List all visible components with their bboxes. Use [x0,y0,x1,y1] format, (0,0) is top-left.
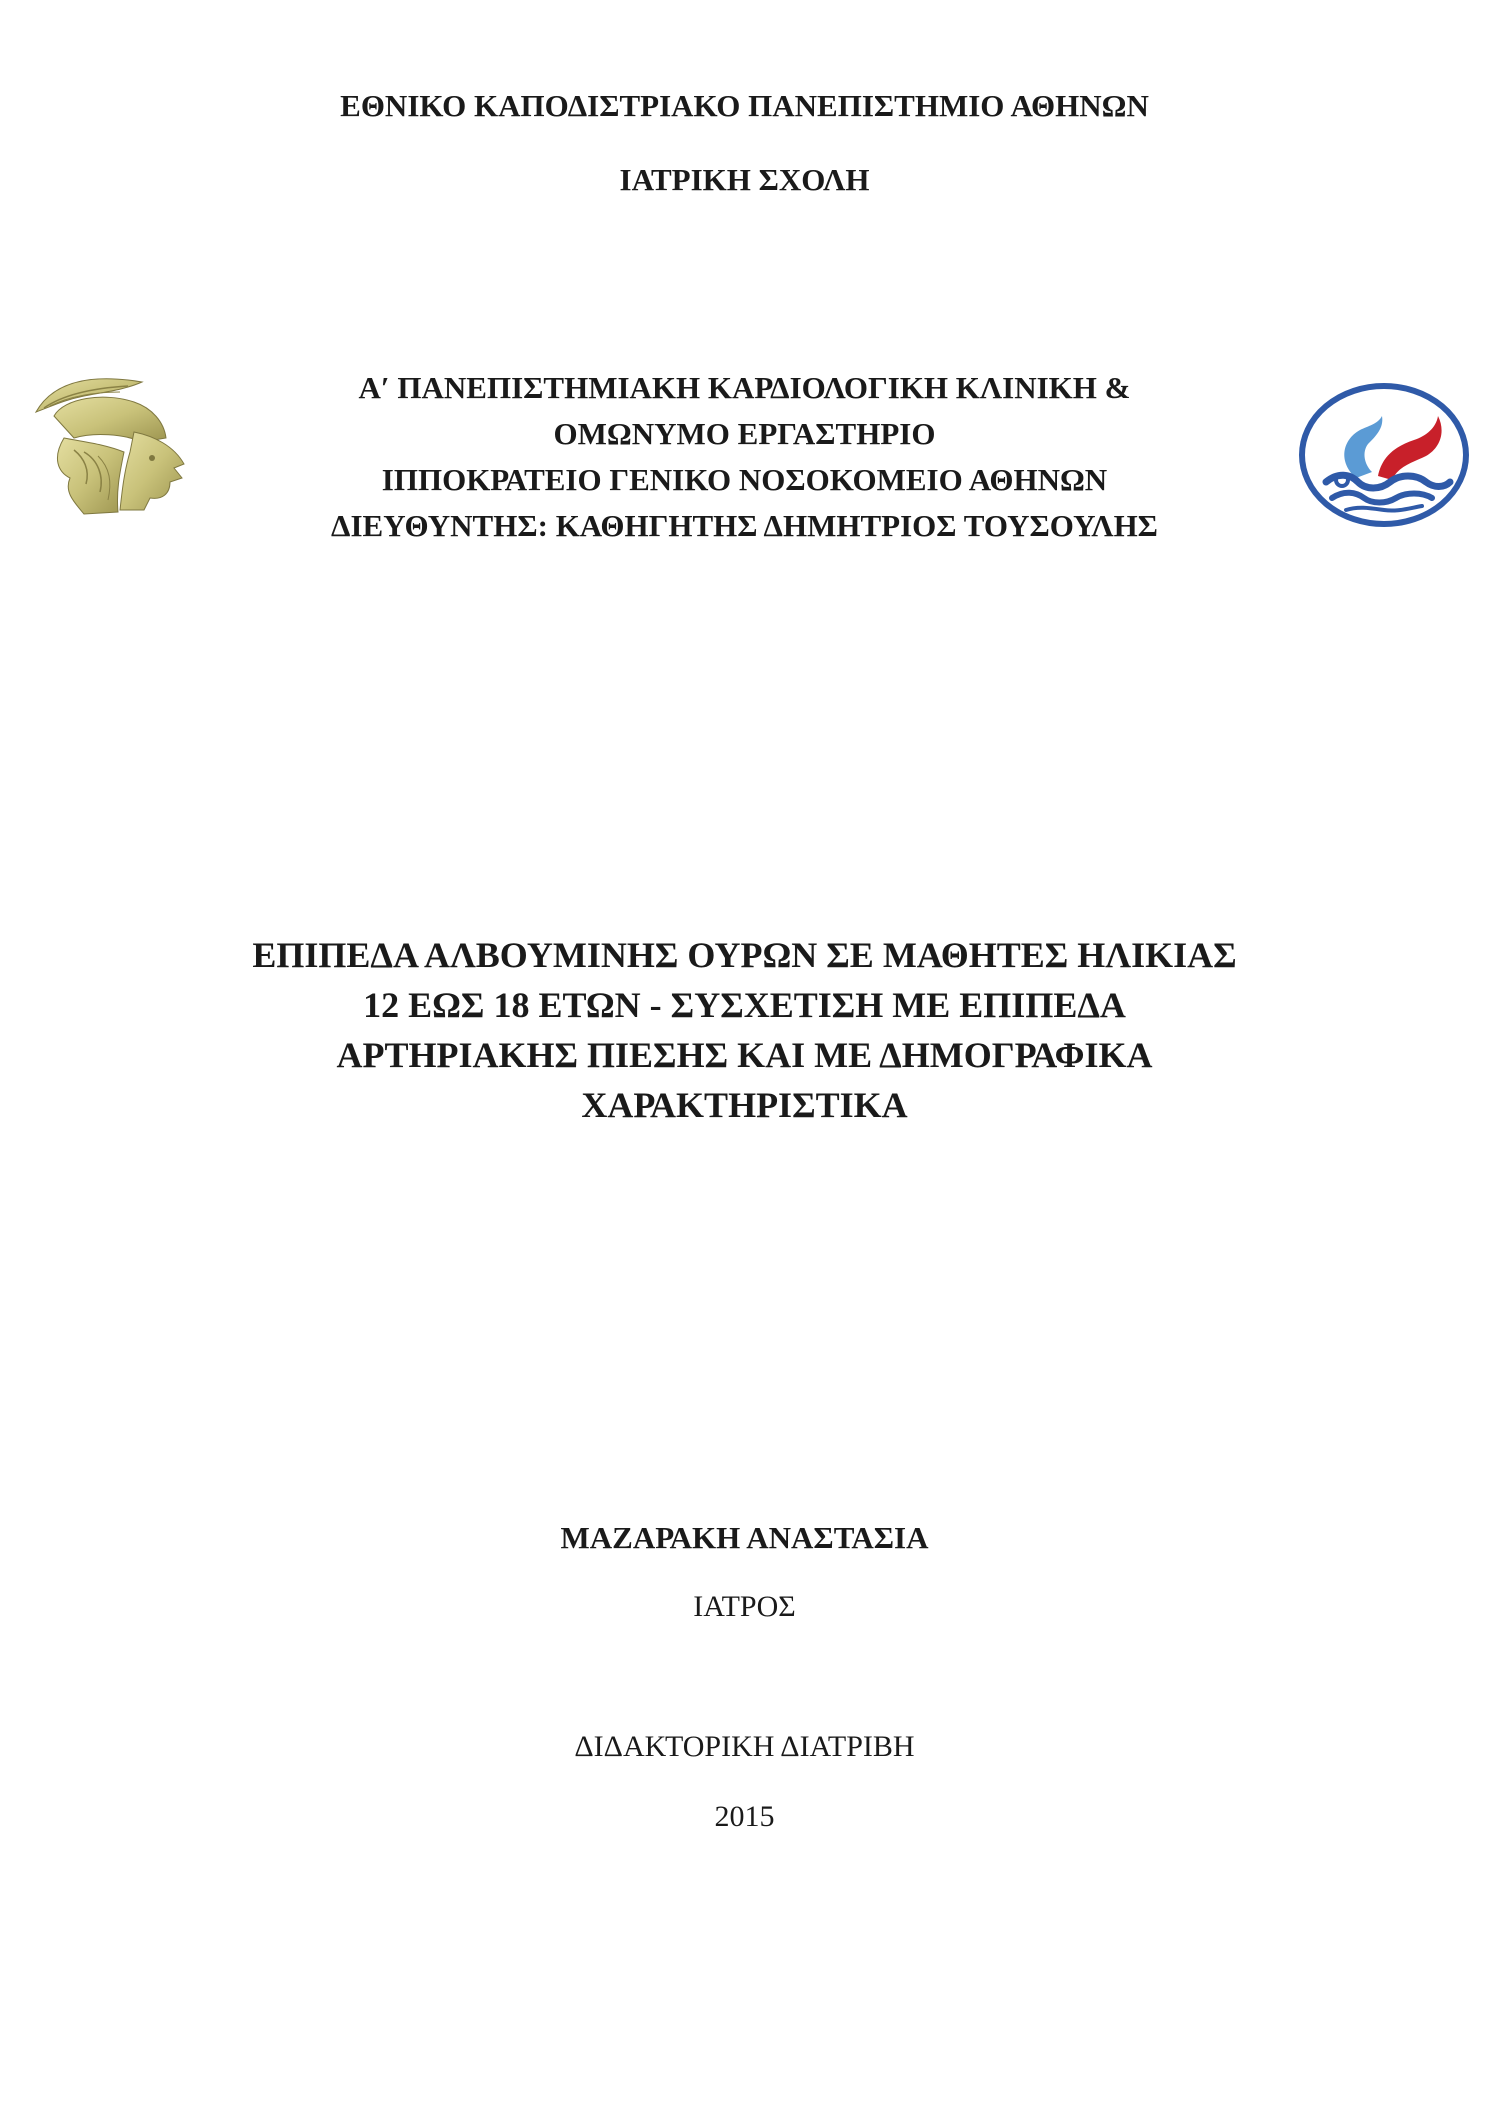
thesis-title-line: 12 ΕΩΣ 18 ΕΤΩΝ - ΣΥΣΧΕΤΙΣΗ ΜΕ ΕΠΙΠΕΔΑ [363,985,1126,1025]
clinic-info [0,365,1489,549]
clinic-director-line: ΔΙΕΥΘΥΝΤΗΣ: ΚΑΘΗΓΗΤΗΣ ΔΗΜΗΤΡΙΟΣ ΤΟΥΣΟΥΛΗΣ [331,508,1158,543]
thesis-title-line: ΧΑΡΑΚΤΗΡΙΣΤΙΚΑ [581,1085,908,1125]
clinic-line: ΟΜΩΝΥΜΟ ΕΡΓΑΣΤΗΡΙΟ [553,416,936,451]
clinic-line: ΙΠΠΟΚΡΑΤΕΙΟ ΓΕΝΙΚΟ ΝΟΣΟΚΟΜΕΙΟ ΑΘΗΝΩΝ [381,462,1108,497]
thesis-title-line: ΕΠΙΠΕΔΑ ΑΛΒΟΥΜΙΝΗΣ ΟΥΡΩΝ ΣΕ ΜΑΘΗΤΕΣ ΗΛΙΚΙΑΣ [252,935,1237,975]
thesis-title-line: ΑΡΤΗΡΙΑΚΗΣ ΠΙΕΣΗΣ ΚΑΙ ΜΕ ΔΗΜΟΓΡΑΦΙΚΑ [336,1035,1153,1075]
university-name: ΕΘΝΙΚΟ ΚΑΠΟΔΙΣΤΡΙΑΚΟ ΠΑΝΕΠΙΣΤΗΜΙΟ ΑΘΗΝΩΝ [340,88,1149,123]
author-profession: ΙΑΤΡΟΣ [693,1590,796,1623]
school-name: ΙΑΤΡΙΚΗ ΣΧΟΛΗ [619,162,870,197]
document-type: ΔΙΔΑΚΤΟΡΙΚΗ ΔΙΑΤΡΙΒΗ [574,1730,915,1763]
author-name: ΜΑΖΑΡΑΚΗ ΑΝΑΣΤΑΣΙΑ [560,1520,929,1555]
thesis-title [0,930,1489,1130]
clinic-line: Α′ ΠΑΝΕΠΙΣΤΗΜΙΑΚΗ ΚΑΡΔΙΟΛΟΓΙΚΗ ΚΛΙΝΙΚΗ & [358,370,1131,405]
publication-year: 2015 [714,1800,775,1833]
